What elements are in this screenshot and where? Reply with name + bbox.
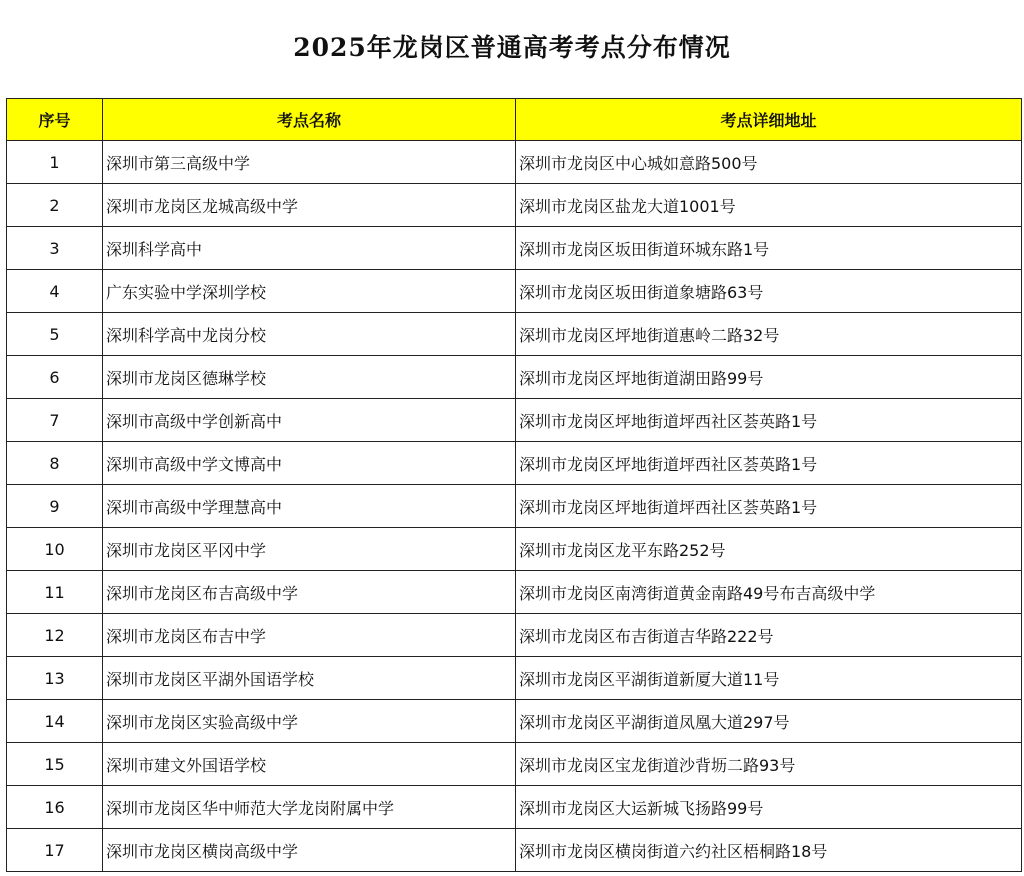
- site-address: 深圳市龙岗区大运新城飞扬路99号: [516, 786, 1022, 829]
- site-address: 深圳市龙岗区坪地街道湖田路99号: [516, 356, 1022, 399]
- row-number: 6: [7, 356, 103, 399]
- site-address: 深圳市龙岗区平湖街道凤凰大道297号: [516, 700, 1022, 743]
- exam-sites-table: [6, 98, 1022, 872]
- table-row: [7, 571, 1022, 614]
- site-name: 深圳市龙岗区德琳学校: [103, 356, 516, 399]
- table-row: [7, 270, 1022, 313]
- table-row: [7, 313, 1022, 356]
- page-title: 2025年龙岗区普通高考考点分布情况: [293, 33, 731, 62]
- site-name: 深圳市第三高级中学: [103, 141, 516, 184]
- site-name: 深圳市龙岗区华中师范大学龙岗附属中学: [103, 786, 516, 829]
- site-address: 深圳市龙岗区布吉街道吉华路222号: [516, 614, 1022, 657]
- site-address: 深圳市龙岗区平湖街道新厦大道11号: [516, 657, 1022, 700]
- row-number: 15: [7, 743, 103, 786]
- row-number: 10: [7, 528, 103, 571]
- table-row: [7, 227, 1022, 270]
- table-row: [7, 743, 1022, 786]
- site-name: 深圳市龙岗区横岗高级中学: [103, 829, 516, 872]
- site-address: 深圳市龙岗区坂田街道环城东路1号: [516, 227, 1022, 270]
- site-name: 深圳市龙岗区布吉中学: [103, 614, 516, 657]
- site-address: 深圳市龙岗区龙平东路252号: [516, 528, 1022, 571]
- site-name: 深圳科学高中龙岗分校: [103, 313, 516, 356]
- site-address: 深圳市龙岗区坂田街道象塘路63号: [516, 270, 1022, 313]
- row-number: 5: [7, 313, 103, 356]
- table-row: [7, 786, 1022, 829]
- site-name: 深圳市龙岗区布吉高级中学: [103, 571, 516, 614]
- row-number: 13: [7, 657, 103, 700]
- table-row: [7, 141, 1022, 184]
- header-row: [7, 99, 1022, 141]
- site-name: 深圳市龙岗区平冈中学: [103, 528, 516, 571]
- row-number: 16: [7, 786, 103, 829]
- table-row: [7, 442, 1022, 485]
- table-row: [7, 829, 1022, 872]
- site-address: 深圳市龙岗区南湾街道黄金南路49号布吉高级中学: [516, 571, 1022, 614]
- row-number: 14: [7, 700, 103, 743]
- table-row: [7, 528, 1022, 571]
- site-address: 深圳市龙岗区坪地街道惠岭二路32号: [516, 313, 1022, 356]
- site-name: 深圳市龙岗区实验高级中学: [103, 700, 516, 743]
- table-row: [7, 614, 1022, 657]
- table-row: [7, 184, 1022, 227]
- table-row: [7, 657, 1022, 700]
- header-name: 考点名称: [103, 99, 516, 141]
- site-name: 深圳市建文外国语学校: [103, 743, 516, 786]
- table-row: [7, 700, 1022, 743]
- site-name: 深圳市龙岗区平湖外国语学校: [103, 657, 516, 700]
- site-address: 深圳市龙岗区宝龙街道沙背坜二路93号: [516, 743, 1022, 786]
- site-name: 深圳科学高中: [103, 227, 516, 270]
- row-number: 17: [7, 829, 103, 872]
- site-address: 深圳市龙岗区盐龙大道1001号: [516, 184, 1022, 227]
- site-address: 深圳市龙岗区坪地街道坪西社区荟英路1号: [516, 485, 1022, 528]
- row-number: 8: [7, 442, 103, 485]
- row-number: 1: [7, 141, 103, 184]
- row-number: 12: [7, 614, 103, 657]
- row-number: 11: [7, 571, 103, 614]
- site-address: 深圳市龙岗区中心城如意路500号: [516, 141, 1022, 184]
- row-number: 4: [7, 270, 103, 313]
- site-name: 深圳市龙岗区龙城高级中学: [103, 184, 516, 227]
- table-row: [7, 356, 1022, 399]
- row-number: 2: [7, 184, 103, 227]
- header-address: 考点详细地址: [516, 99, 1022, 141]
- site-address: 深圳市龙岗区横岗街道六约社区梧桐路18号: [516, 829, 1022, 872]
- table-row: [7, 485, 1022, 528]
- site-name: 深圳市高级中学创新高中: [103, 399, 516, 442]
- row-number: 7: [7, 399, 103, 442]
- row-number: 3: [7, 227, 103, 270]
- table-row: [7, 399, 1022, 442]
- site-name: 深圳市高级中学文博高中: [103, 442, 516, 485]
- site-address: 深圳市龙岗区坪地街道坪西社区荟英路1号: [516, 399, 1022, 442]
- row-number: 9: [7, 485, 103, 528]
- site-address: 深圳市龙岗区坪地街道坪西社区荟英路1号: [516, 442, 1022, 485]
- header-no: 序号: [7, 99, 103, 141]
- site-name: 深圳市高级中学理慧高中: [103, 485, 516, 528]
- site-name: 广东实验中学深圳学校: [103, 270, 516, 313]
